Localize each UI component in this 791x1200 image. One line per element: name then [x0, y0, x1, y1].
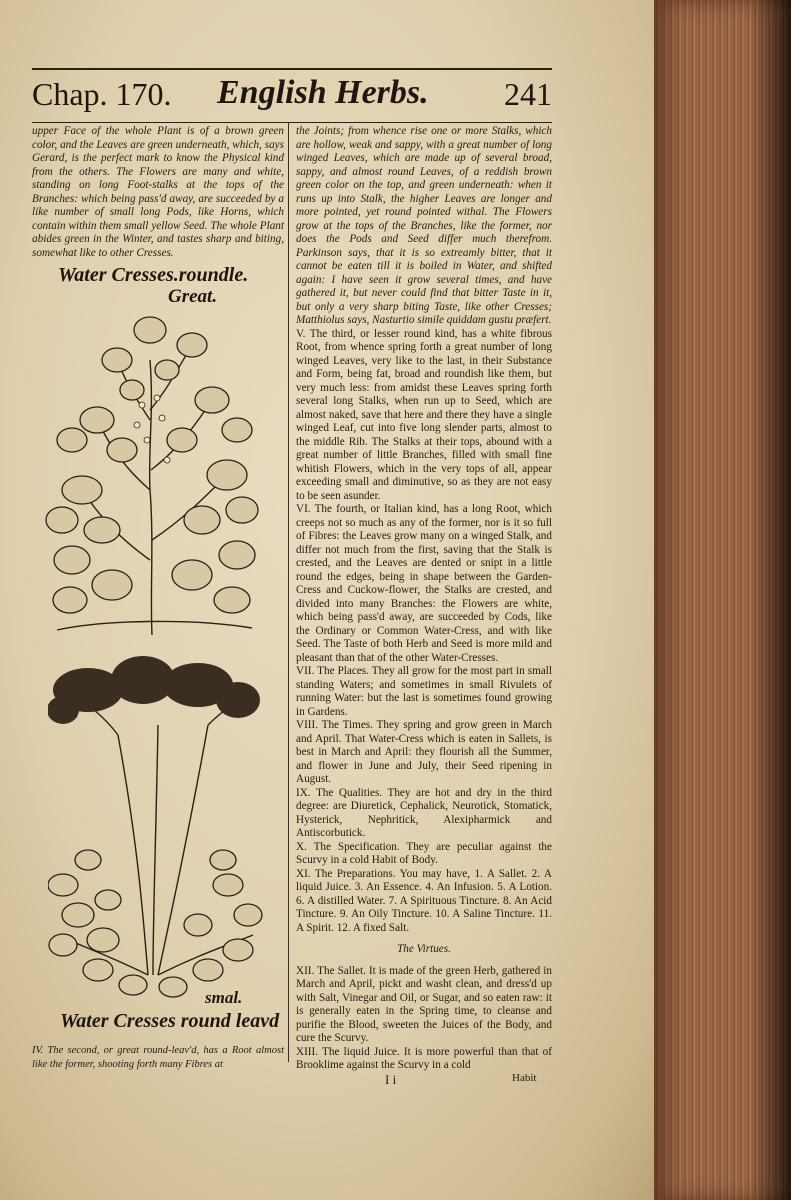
illustration-label-small: smal. [205, 988, 243, 1007]
paragraph-sallet: XII. The Sallet. It is made of the green Herb, gathered in March and April, pickt and washt clean, and dress'd up with Salt, Vinegar and Oil, or Sugar, and so eaten raw: it is generally eaten in the Spring time, to cleanse and purifie the Blood, sweeten the Juices of the Body, and cure the Scurvy. [296, 964, 552, 1044]
running-header [32, 68, 552, 123]
section-heading-virtues: The Virtues. [397, 943, 451, 955]
catchword: Habit [512, 1072, 537, 1084]
page-title: English Herbs. [217, 74, 429, 111]
illustration-label-bottom: Water Cresses round leavd [60, 1010, 280, 1032]
column-divider [288, 122, 289, 1062]
paragraph-qualities: IX. The Qualities. They are hot and dry in the third degree: are Diuretick, Cephalick, Neurotick, Stomatick, Hysterick, Nephritick, Alexipharmick and Antiscorbutick. [296, 786, 552, 839]
illustration-label-top: Water Cresses.roundle. [58, 264, 249, 286]
page-number: 241 [504, 76, 552, 112]
watercress-great-woodcut [42, 300, 262, 645]
left-column-bottom-text: IV. The second, or great round-leav'd, has a Root almost like the former, shooting forth many Fibres at [32, 1045, 284, 1070]
chapter-number: Chap. 170. [32, 76, 172, 112]
paragraph-places: VII. The Places. They all grow for the most part in small standing Waters; and sometimes in small Rivulets of running Water: but the last is sometimes found growing in Gardens. [296, 665, 552, 718]
signature-mark: I i [385, 1072, 397, 1087]
paragraph-preparations: XI. The Preparations. You may have, 1. A Sallet. 2. A liquid Juice. 3. An Essence. 4. An Infusion. 5. A Lotion. 6. A distilled Water. 7. A Spirituous Tincture. 8. An Acid Tincture. 9. An Oily Tincture. 10. A Saline Tincture. 11. A Spirit. 12. A fixed Salt. [296, 867, 552, 934]
book-page-edges [654, 0, 791, 1200]
paragraph-fourth-kind: VI. The fourth, or Italian kind, has a long Root, which creeps not so much as any of the former, nor is it so full of Fibres: the Leaves grow many on a winged Stalk, and differ not much from the first, saving that the Stalk is crested, and the Leaves are dented or snipt in a little round the edges, being in shape between the Garden-Cress and Cuckow-flower, the Stalks are crested, and divided into many Branches: the Flowers are white, which being pass'd away, are succeeded by Cods, like the Ordinary or Common Water-Cress, and with like Seed. The Taste of both Herb and Seed is more mild and pleasant than that of the other Water-Cresses. [296, 503, 552, 664]
paragraph-times: VIII. The Times. They spring and grow green in March and April. That Water-Cress which is eaten in Sallets, is best in March and April: they flourish all the Summer, and flower in June and July, their Seed ripening in August. [296, 719, 552, 785]
right-column [296, 125, 552, 1073]
watercress-small-woodcut [48, 655, 263, 1005]
paragraph-liquid-juice: XIII. The liquid Juice. It is more powerful than that of Brooklime against the Scurvy in a cold [296, 1045, 552, 1071]
paragraph-third-kind: V. The third, or lesser round kind, has a white fibrous Root, from whence spring forth a great number of long winged Leaves, very like to the last, in their Substance and Form, being fat, broad and roundish like them, but very much less: from amidst these Leaves spring forth several long Stalks, when run up to Seed, which are almost naked, save that here and there they have a single winged Leaf, cut into five long slender parts, almost to the middle Rib. The Stalks at their tops, abound with a great number of little Branches, filled with small fine whitish Flowers, which in the very tops of all, appear exceeding small and diminutive, so as they are not easy to be seen asunder. [296, 327, 552, 502]
illustration-label-top-great: Great. [168, 286, 218, 307]
left-column-top-text: upper Face of the whole Plant is of a brown green color, and the Leaves are green underneath, which, says Gerard, is the perfect mark to know the Physical kind from the others. The Flowers are many and white, standing on long Foot-stalks at the tops of the Branches: which being pass'd away, are succeeded by a like number of small long Pods, like Horns, which contain within them small yellow Seed. The whole Plant abides green in the Winter, and tastes sharp and biting, somewhat like to other Cresses. [32, 125, 284, 259]
paragraph-stalks: the Joints; from whence rise one or more Stalks, which are hollow, weak and sappy, with a great number of long winged Leaves, which are made up of several broad, sappy, and almost round Leaves, of a reddish brown green color on the top, and green underneath: when it runs up into Stalk, the higher Leaves are longer and more pointed, yet round pointed withal. The Flowers grow at the tops of the Branches, like the former, nor does the Pods and Seed differ much therefrom. Parkinson says, that it is so extreamly bitter, that it cannot be eaten till it is boiled in Water, and shifted again: I have seen it grow several times, and have gathered it, but never could find that bitter Taste in it, but only a very sharp biting Taste, like other Cresses; Matthiolus says, Nasturtio simile quiddam gustu præfert. [296, 125, 552, 326]
paragraph-specification: X. The Specification. They are peculiar against the Scurvy in a cold Habit of Body. [296, 840, 552, 866]
